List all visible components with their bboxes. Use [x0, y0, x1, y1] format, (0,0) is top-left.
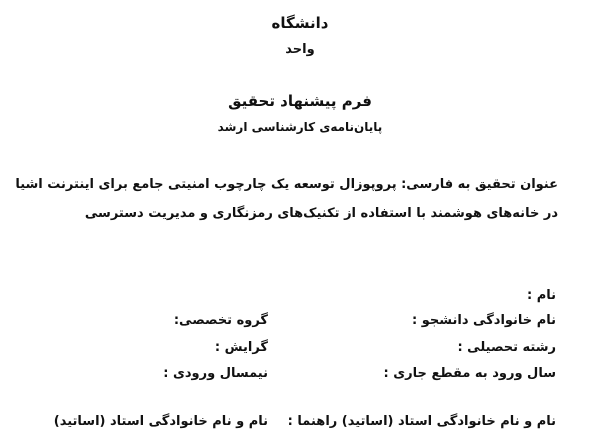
form-subtitle: پایان‌نامه‌ی کارشناسی ارشد [217, 120, 383, 134]
field-name: نام : [526, 288, 556, 303]
field-advisor: نام و نام خانوادگی استاد (اساتید) [53, 414, 268, 429]
field-supervisor: نام و نام خانوادگی استاد (اساتید) راهنما : [287, 414, 556, 429]
field-student-family-name: نام خانوادگی دانشجو : [412, 313, 556, 328]
field-entry-year: سال ورود به مقطع جاری : [383, 366, 556, 381]
field-orientation: گرایش : [214, 340, 268, 355]
field-field-of-study: رشته تحصیلی : [457, 340, 556, 355]
thesis-title-line-2: در خانه‌های هوشمند با استفاده از تکنیک‌های رمزنگاری و مدیریت دسترسی [84, 206, 558, 221]
university-unit: واحد [285, 42, 315, 57]
field-entry-semester: نیمسال ورودی : [163, 366, 268, 381]
university-name: دانشگاه [271, 14, 329, 32]
thesis-title-line-1: عنوان تحقیق به فارسی: پروپوزال توسعه یک چارچوب امنیتی جامع برای اینترنت اشیا [15, 177, 558, 192]
field-specialized-group: گروه تخصصی: [173, 313, 268, 328]
form-title: فرم پیشنهاد تحقیق [228, 92, 372, 110]
